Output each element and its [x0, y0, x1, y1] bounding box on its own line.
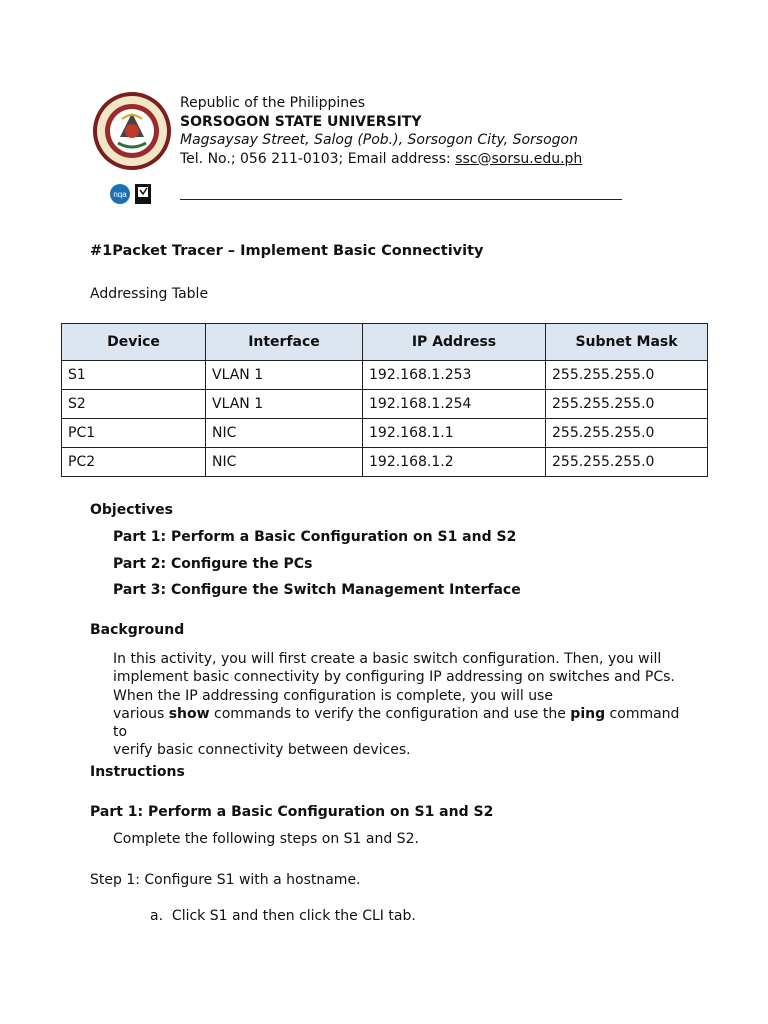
cell-ip-address: 192.168.1.254: [363, 390, 546, 419]
table-caption: Addressing Table: [90, 286, 209, 302]
objective-item-3: Part 3: Configure the Switch Management Interface: [113, 582, 521, 598]
cell-device: PC2: [62, 448, 206, 477]
column-header-device: Device: [62, 324, 206, 361]
table-row: [62, 361, 708, 390]
letterhead-address: Magsaysay Street, Salog (Pob.), Sorsogon City, Sorsogon: [180, 132, 578, 148]
university-seal-logo: [92, 91, 172, 171]
cell-subnet-mask: 255.255.255.0: [546, 448, 708, 477]
letterhead-university: SORSOGON STATE UNIVERSITY: [180, 113, 422, 130]
column-header-subnet-mask: Subnet Mask: [546, 324, 708, 361]
background-line-3: When the IP addressing configuration is complete, you will use: [113, 687, 553, 704]
background-paragraph: [113, 650, 693, 760]
part1-intro: Complete the following steps on S1 and S2.: [113, 831, 419, 847]
step1-substep-a: a. Click S1 and then click the CLI tab.: [150, 908, 416, 924]
background-line-4-e: command to: [113, 705, 680, 741]
column-header-ip-address: IP Address: [363, 324, 546, 361]
objective-item-1: Part 1: Perform a Basic Configuration on S1 and S2: [113, 529, 517, 545]
cell-device: PC1: [62, 419, 206, 448]
cell-interface: VLAN 1: [206, 390, 363, 419]
page-title: #1Packet Tracer – Implement Basic Connectivity: [90, 243, 484, 259]
cell-subnet-mask: 255.255.255.0: [546, 390, 708, 419]
letterhead: [180, 94, 582, 168]
show-command: show: [168, 705, 210, 722]
cell-ip-address: 192.168.1.1: [363, 419, 546, 448]
letterhead-contact-prefix: Tel. No.; 056 211-0103; Email address:: [180, 150, 456, 167]
table-row: [62, 448, 708, 477]
step1-text: Step 1: Configure S1 with a hostname.: [90, 872, 361, 888]
background-line-1: In this activity, you will first create a basic switch configuration. Then, you will: [113, 651, 662, 667]
cell-ip-address: 192.168.1.2: [363, 448, 546, 477]
letterhead-divider: [180, 199, 622, 200]
addressing-table: [61, 323, 708, 477]
cell-interface: NIC: [206, 448, 363, 477]
email-link[interactable]: ssc@sorsu.edu.ph: [455, 150, 583, 167]
table-row: [62, 419, 708, 448]
cell-device: S2: [62, 390, 206, 419]
background-line-4-a: various: [113, 705, 169, 722]
table-header-row: [62, 324, 708, 361]
objective-item-2: Part 2: Configure the PCs: [113, 556, 313, 572]
letterhead-contact: [180, 150, 582, 169]
cell-interface: VLAN 1: [206, 361, 363, 390]
background-line-4: [113, 705, 693, 742]
cell-ip-address: 192.168.1.253: [363, 361, 546, 390]
cell-interface: NIC: [206, 419, 363, 448]
instructions-heading: Instructions: [90, 764, 185, 780]
cell-subnet-mask: 255.255.255.0: [546, 419, 708, 448]
letterhead-country: Republic of the Philippines: [180, 95, 366, 111]
badge-nqa-text: nqa: [113, 190, 127, 199]
column-header-interface: Interface: [206, 324, 363, 361]
ping-command: ping: [570, 705, 606, 722]
background-line-2: implement basic connectivity by configuring IP addressing on switches and PCs.: [113, 669, 675, 686]
background-heading: Background: [90, 622, 185, 638]
objectives-heading: Objectives: [90, 502, 173, 518]
background-line-4-c: commands to verify the configuration and use the: [209, 705, 571, 722]
background-line-5: verify basic connectivity between devices.: [113, 742, 411, 759]
part1-heading: Part 1: Perform a Basic Configuration on S1 and S2: [90, 804, 494, 820]
cell-subnet-mask: 255.255.255.0: [546, 361, 708, 390]
table-row: [62, 390, 708, 419]
cell-device: S1: [62, 361, 206, 390]
certification-badges-icon: [110, 183, 154, 205]
